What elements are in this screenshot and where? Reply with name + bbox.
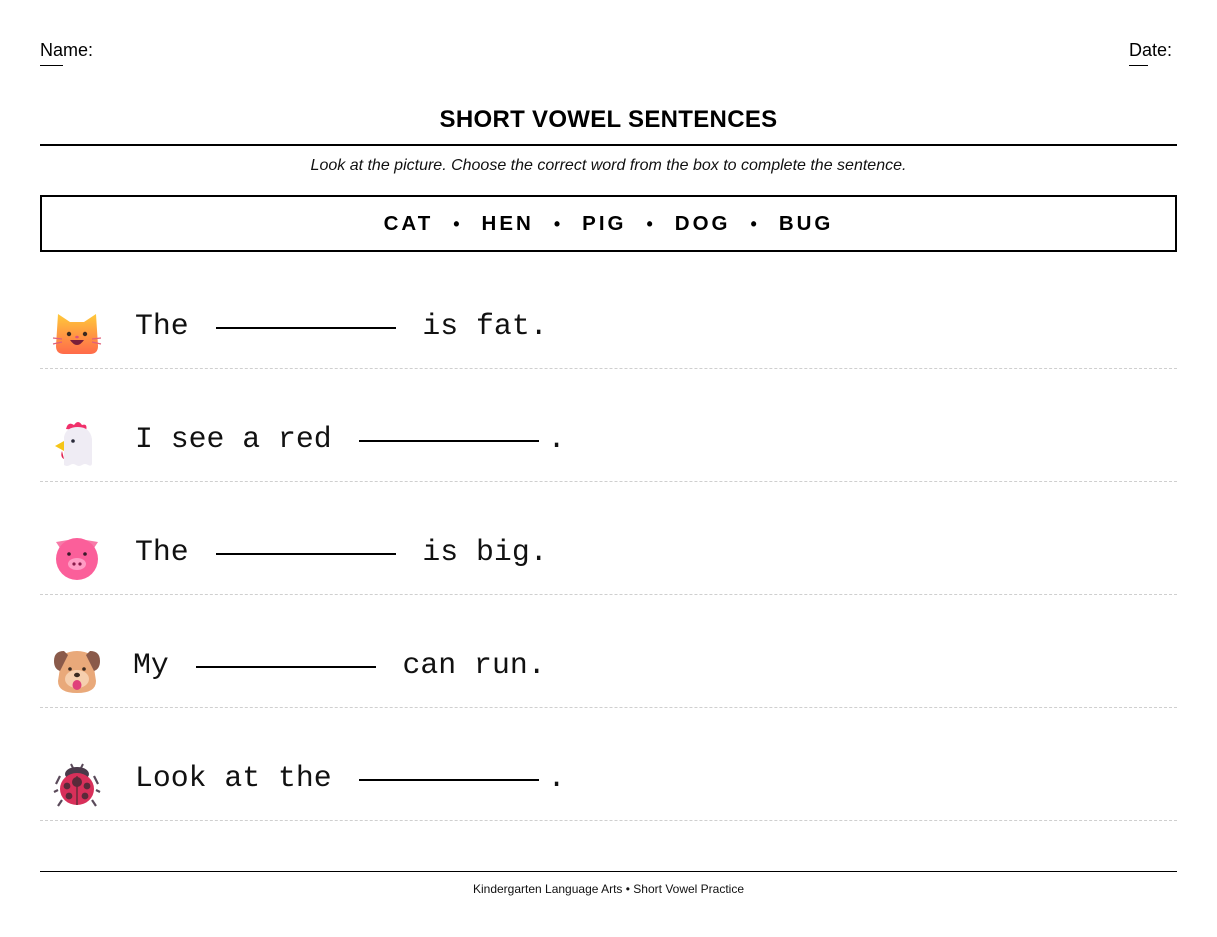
bullet-separator: • bbox=[453, 213, 460, 234]
pig-face-icon bbox=[52, 532, 102, 582]
sentence-row bbox=[40, 482, 1177, 595]
answer-blank[interactable] bbox=[359, 779, 539, 781]
sentence-text bbox=[133, 648, 546, 682]
footer-text: Kindergarten Language Arts • Short Vowel Practice bbox=[472, 882, 745, 896]
sentence-text bbox=[135, 535, 548, 569]
answer-blank[interactable] bbox=[216, 327, 396, 329]
dog-face-icon bbox=[52, 645, 102, 695]
sentence-after: is big. bbox=[404, 535, 548, 569]
word-bank-item: PIG bbox=[582, 211, 627, 235]
name-label: Name: bbox=[40, 40, 94, 60]
bullet-separator: • bbox=[646, 213, 653, 234]
rooster-icon bbox=[52, 419, 102, 469]
sentence-before: Look at the bbox=[135, 761, 350, 795]
instructions: Look at the picture. Choose the correct word from the box to complete the sentence. bbox=[310, 157, 907, 174]
sentence-after: is fat. bbox=[404, 309, 548, 343]
sentence-text bbox=[135, 761, 565, 795]
bullet-separator: • bbox=[750, 213, 757, 234]
answer-blank[interactable] bbox=[196, 666, 376, 668]
word-bank-item: DOG bbox=[674, 211, 731, 235]
sentence-row bbox=[40, 595, 1177, 708]
word-bank-item: HEN bbox=[481, 211, 534, 235]
cat-face-icon bbox=[52, 306, 102, 356]
name-field[interactable] bbox=[40, 40, 93, 66]
name-line bbox=[40, 65, 63, 66]
sentence-before: I see a red bbox=[135, 422, 350, 456]
page-title: SHORT VOWEL SENTENCES bbox=[439, 106, 778, 133]
answer-blank[interactable] bbox=[216, 553, 396, 555]
sentence-after: . bbox=[547, 422, 566, 456]
answer-blank[interactable] bbox=[359, 440, 539, 442]
word-bank-item: BUG bbox=[778, 211, 834, 235]
sentence-before: The bbox=[135, 535, 207, 569]
title-divider bbox=[40, 144, 1177, 146]
word-bank-item: CAT bbox=[383, 211, 434, 235]
date-line bbox=[1129, 65, 1148, 66]
footer-divider bbox=[40, 871, 1177, 872]
word-bank bbox=[40, 195, 1177, 252]
sentence-row bbox=[40, 369, 1177, 482]
sentence-row bbox=[40, 708, 1177, 821]
sentence-list bbox=[40, 256, 1177, 821]
sentence-row bbox=[40, 256, 1177, 369]
bullet-separator: • bbox=[553, 213, 561, 234]
sentence-text bbox=[135, 309, 548, 343]
sentence-before: My bbox=[133, 648, 187, 682]
header-fields bbox=[40, 40, 1177, 70]
sentence-after: . bbox=[547, 761, 566, 795]
sentence-before: The bbox=[135, 309, 207, 343]
ladybug-icon bbox=[52, 758, 102, 808]
date-field[interactable] bbox=[1129, 40, 1172, 66]
sentence-text bbox=[135, 422, 565, 456]
sentence-after: can run. bbox=[384, 648, 546, 682]
date-label: Date: bbox=[1128, 40, 1172, 60]
